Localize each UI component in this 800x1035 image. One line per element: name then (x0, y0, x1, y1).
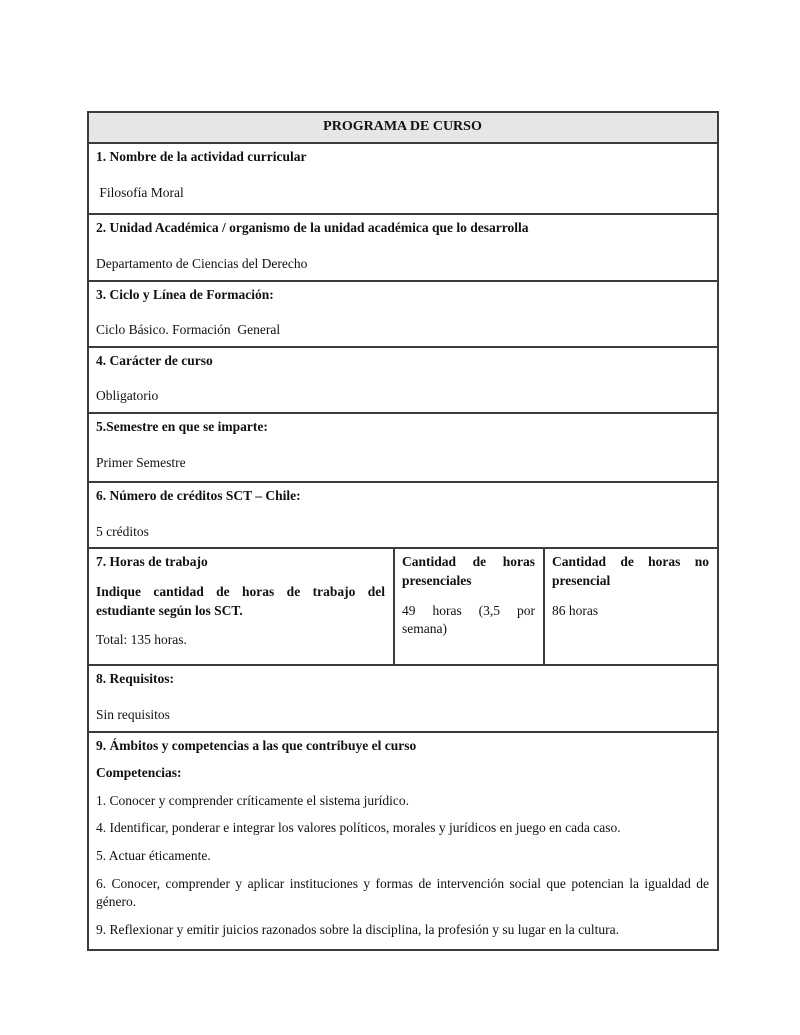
competencias-subtitle: Competencias: (96, 765, 182, 781)
hours-no-presencial-cell (544, 548, 718, 665)
hours-work-cell (88, 548, 394, 665)
field-value-caracter: Obligatorio (96, 388, 159, 404)
hours-work-title: 7. Horas de trabajo (96, 554, 208, 570)
field-row-semestre (88, 413, 718, 482)
field-value-creditos: 5 créditos (96, 523, 149, 539)
hours-no-presencial-title: Cantidad de horas no presencial (552, 554, 710, 588)
competencia-item-9: 9. Reflexionar y emitir juicios razonados sobre la disciplina, la profesión y su lugar en la cultura. (96, 921, 619, 937)
title-row (88, 112, 718, 143)
hours-work-total: Total: 135 horas. (96, 632, 187, 648)
field-label-requisitos: 8. Requisitos: (96, 671, 175, 687)
field-label-unidad-academica: 2. Unidad Académica / organismo de la unidad académica que lo desarrolla (96, 220, 529, 236)
field-value-ciclo-linea: Ciclo Básico. Formación General (96, 322, 281, 338)
field-value-unidad-academica: Departamento de Ciencias del Derecho (96, 255, 308, 271)
hours-no-presencial-value: 86 horas (552, 602, 599, 618)
competencia-item-5: 5. Actuar éticamente. (96, 848, 211, 864)
field-value-nombre: Filosofía Moral (96, 184, 184, 200)
competencia-item-6: 6. Conocer, comprender y aplicar instituciones y formas de intervención social que potencian la igualdad de género. (96, 875, 710, 910)
field-label-creditos: 6. Número de créditos SCT – Chile: (96, 488, 301, 504)
field-row-requisitos (88, 665, 718, 731)
field-label-semestre: 5.Semestre en que se imparte: (96, 419, 268, 435)
hours-row (88, 548, 718, 665)
field-row-ciclo-linea (88, 281, 718, 347)
field-value-semestre: Primer Semestre (96, 454, 186, 470)
hours-presencial-title: Cantidad de horas presenciales (402, 554, 535, 588)
field-row-creditos (88, 482, 718, 548)
page-title: PROGRAMA DE CURSO (88, 112, 718, 143)
field-label-caracter: 4. Carácter de curso (96, 352, 213, 368)
field-value-requisitos: Sin requisitos (96, 706, 170, 722)
field-label-nombre: 1. Nombre de la actividad curricular (96, 149, 307, 165)
competencia-item-1: 1. Conocer y comprender críticamente el sistema jurídico. (96, 792, 410, 808)
field-row-nombre (88, 143, 718, 214)
field-row-caracter (88, 347, 718, 413)
hours-presencial-cell (394, 548, 544, 665)
competencia-item-4: 4. Identificar, ponderar e integrar los valores políticos, morales y jurídicos en juego en cada caso. (96, 820, 621, 836)
field-label-ciclo-linea: 3. Ciclo y Línea de Formación: (96, 286, 274, 302)
hours-work-subtitle: Indique cantidad de horas de trabajo del estudiante según los SCT. (96, 583, 385, 618)
field-row-unidad-academica (88, 214, 718, 280)
course-program-table (87, 111, 719, 951)
competencias-row (88, 732, 718, 950)
hours-presencial-value: 49 horas (3,5 por semana) (402, 602, 535, 637)
competencias-title: 9. Ámbitos y competencias a las que contribuye el curso (96, 737, 417, 753)
